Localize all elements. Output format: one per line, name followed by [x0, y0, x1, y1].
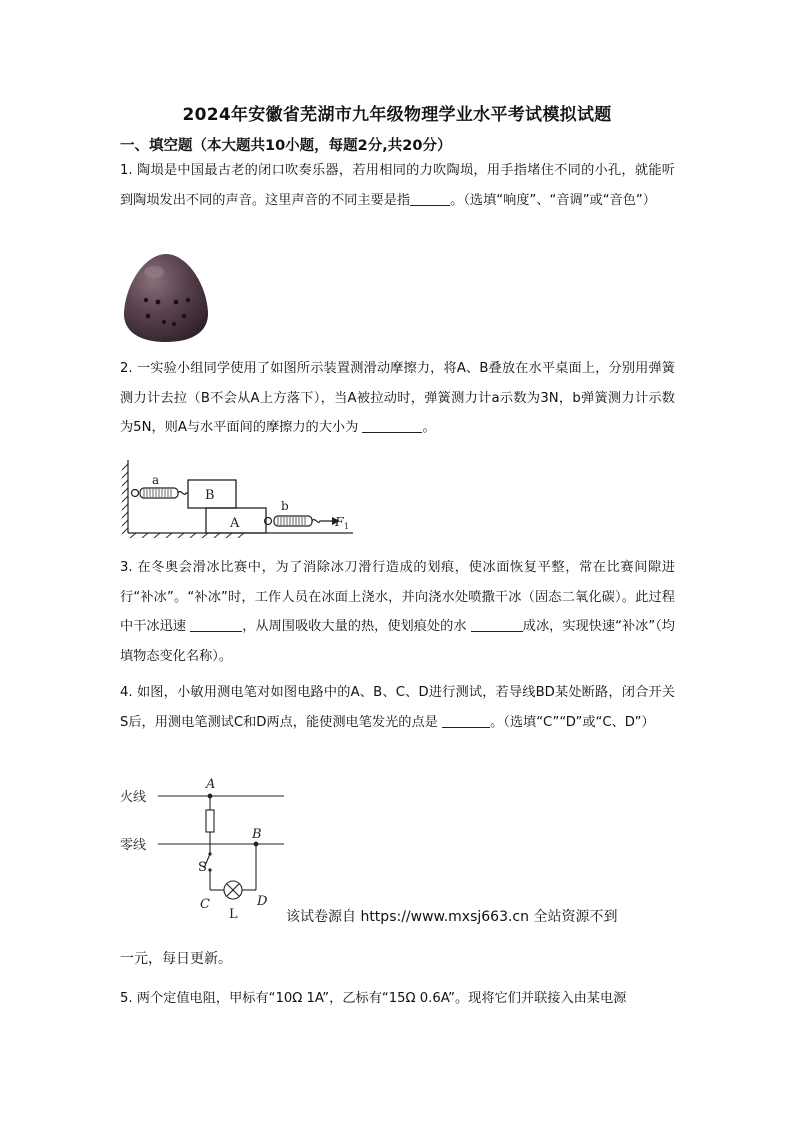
switch-s-label: S [198, 860, 207, 875]
answer-blank [410, 191, 450, 206]
section-heading: 一、填空题（本大题共10小题，每题2分,共20分） [120, 138, 452, 154]
question-3-text-1: 3. 在冬奥会滑冰比赛中，为了消除冰刀滑行造成的划痕，使冰面恢复平整，常在比赛间隙进行“补冰”。“补冰”时，工作人员在冰面上浇水，并向浇水处喷撒干冰（固态二氧化碳）。此过程中干冰迅速 [120, 560, 675, 634]
point-a-label: A [206, 777, 216, 792]
answer-blank [442, 713, 490, 728]
question-2 [120, 354, 675, 443]
point-d-label: D [257, 894, 268, 909]
block-a-label: A [230, 516, 240, 531]
question-5: 5. 两个定值电阻，甲标有“10Ω 1A”，乙标有“15Ω 0.6A”。现将它们并联接入由某电源 [120, 991, 627, 1006]
point-b-label: B [252, 827, 262, 842]
question-4-options: 。（选填“C”“D”或“C、D”） [490, 714, 655, 730]
question-1-text: 1. 陶埙是中国最古老的闭口吹奏乐器，若用相同的力吹陶埙，用手指堵住不同的小孔，就能听到陶埙发出不同的声音。这里声音的不同主要是指 [120, 163, 675, 208]
answer-blank [362, 418, 422, 433]
question-3 [120, 553, 675, 671]
question-2-text: 2. 一实验小组同学使用了如图所示装置测滑动摩擦力，将A、B叠放在水平桌面上，分别用弹簧测力计去拉（B不会从A上方落下），当A被拉动时，弹簧测力计a示数为3N，b弹簧测力计示数为5N，则A与水平面间的摩擦力的大小为 [120, 361, 675, 435]
scale-a-label: a [152, 473, 160, 487]
circuit-diagram [118, 770, 288, 922]
live-wire-label: 火线 [120, 790, 147, 805]
force-subscript: 1 [344, 522, 350, 531]
source-note: 该试卷源自 https://www.mxsj663.cn 全站资源不到 [286, 909, 618, 925]
answer-blank-2 [471, 617, 523, 632]
question-1-options: 。（选填“响度”、“音调”或“音色”） [450, 192, 656, 208]
source-note-continued: 一元，每日更新。 [120, 951, 232, 967]
question-2-end: 。 [422, 420, 436, 435]
question-4 [120, 678, 675, 737]
question-3-text-3: 成冰，实现快速“补冰”（均填物态变化名称）。 [120, 619, 675, 664]
question-4-text: 4. 如图，小敏用测电笔对如图电路中的A、B、C、D进行测试，若导线BD某处断路，闭合开关S后，用测电笔测试C和D两点，能使测电笔发光的点是 [120, 685, 675, 730]
question-3-text-2: ，从周围吸收大量的热，使划痕处的水 [242, 619, 467, 634]
question-1 [120, 156, 675, 215]
scale-b-label: b [281, 499, 289, 513]
block-b-label: B [205, 488, 215, 503]
ocarina-image [118, 248, 214, 348]
friction-apparatus-diagram [118, 456, 358, 538]
point-c-label: C [200, 897, 210, 912]
neutral-wire-label: 零线 [120, 838, 147, 853]
page-title: 2024年安徽省芜湖市九年级物理学业水平考试模拟试题 [182, 105, 612, 125]
answer-blank-1 [190, 617, 242, 632]
force-label: F [335, 514, 344, 529]
lamp-l-label: L [229, 907, 238, 922]
